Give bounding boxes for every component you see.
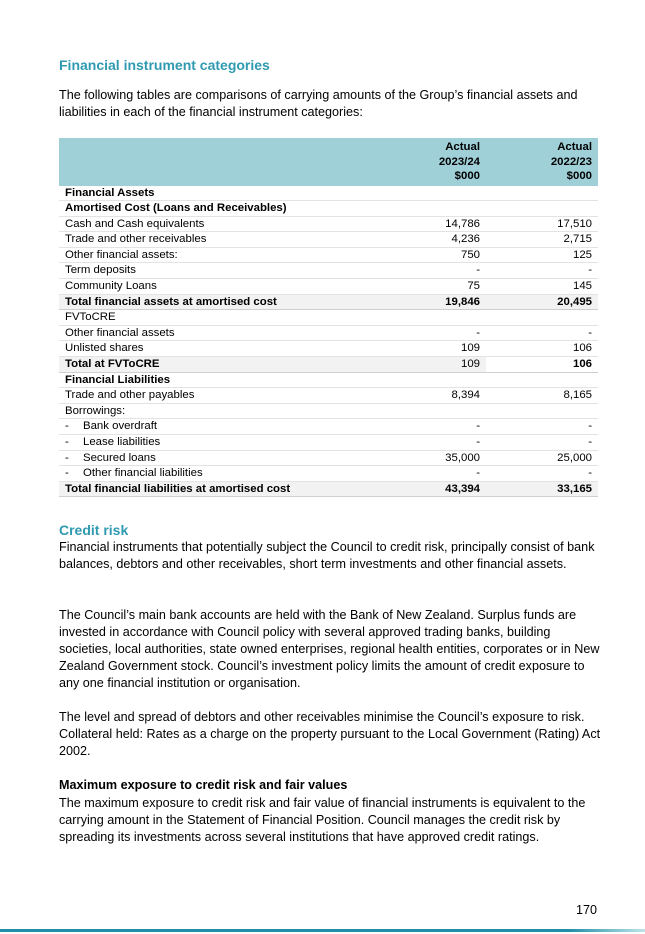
- row-label: [59, 310, 374, 326]
- table-row: [59, 279, 598, 295]
- header-col2-line2: 2022/23: [550, 155, 592, 168]
- row-label: [59, 419, 374, 435]
- row-label-text: FVToCRE: [65, 311, 116, 324]
- heading-credit-risk: Credit risk: [59, 522, 129, 538]
- table-row: [59, 341, 598, 357]
- row-value-2023-24: 75: [374, 279, 486, 295]
- row-label: [59, 435, 374, 451]
- bullet-dash: -: [65, 420, 69, 433]
- row-value-2022-23: [486, 201, 598, 217]
- header-col-current-year: [374, 138, 486, 186]
- maximum-exposure-paragraph: The maximum exposure to credit risk and fair value of financial instruments is equivalent to the carrying amount in the Statement of Financial Position. Council manages the credit risk by spreading its investments across several institutions that have approved credit ratings.: [59, 796, 586, 844]
- row-label: [59, 450, 374, 466]
- table-row: [59, 310, 598, 326]
- intro-paragraph: The following tables are comparisons of carrying amounts of the Group’s financial assets and liabilities in each of the financial instrument categories:: [59, 88, 578, 119]
- row-label-text: Unlisted shares: [65, 342, 144, 355]
- row-label-text: Trade and other payables: [65, 389, 195, 402]
- row-value-2023-24: 14,786: [374, 216, 486, 232]
- credit-risk-paragraph-1: Financial instruments that potentially subject the Council to credit risk, principally consist of bank balances, debtors and other receivables, short term investments and other financial assets.: [59, 540, 595, 571]
- row-label: [59, 279, 374, 295]
- table-row: [59, 403, 598, 419]
- row-value-2022-23: [486, 372, 598, 388]
- row-label: [59, 341, 374, 357]
- row-label-text: Bank overdraft: [83, 420, 158, 433]
- row-label-text: Community Loans: [65, 280, 157, 293]
- row-label-text: Lease liabilities: [83, 436, 161, 448]
- credit-risk-paragraph-2: The Council’s main bank accounts are held with the Bank of New Zealand. Surplus funds are invested in accordance with Council policy with several approved trading banks, building societies, local authorities, state owned enterprises, regional health entities, corporates or in New Zealand Government stock. Council’s investment policy limits the amount of credit exposure to any one financial institution or organisation.: [59, 608, 600, 690]
- row-label-text: Borrowings:: [65, 404, 126, 417]
- table-row: [59, 263, 598, 279]
- row-value-2023-24: 109: [374, 357, 486, 373]
- row-label: [59, 232, 374, 248]
- table-row: [59, 450, 598, 466]
- row-label: [59, 403, 374, 419]
- row-value-2022-23: -: [486, 435, 598, 451]
- table-body: [59, 186, 598, 497]
- table-row: [59, 481, 598, 497]
- row-label-text: Other financial assets:: [65, 248, 178, 261]
- row-label-text: Total financial assets at amortised cost: [65, 295, 277, 308]
- table-row: [59, 247, 598, 263]
- row-label: [59, 372, 374, 388]
- row-label-text: Amortised Cost (Loans and Receivables): [65, 202, 287, 215]
- bullet-dash: -: [65, 467, 69, 480]
- row-label: [59, 247, 374, 263]
- row-value-2023-24: -: [374, 325, 486, 341]
- header-col2-line1: Actual: [557, 141, 592, 153]
- row-value-2023-24: -: [374, 419, 486, 435]
- row-value-2022-23: 145: [486, 279, 598, 295]
- row-value-2022-23: 25,000: [486, 450, 598, 466]
- table-row: [59, 216, 598, 232]
- subheading-maximum-exposure: Maximum exposure to credit risk and fair values: [59, 778, 348, 792]
- row-value-2022-23: 17,510: [486, 216, 598, 232]
- row-value-2023-24: 35,000: [374, 450, 486, 466]
- heading-financial-instrument-categories: Financial instrument categories: [59, 57, 270, 73]
- page-number: 170: [575, 903, 597, 917]
- financial-instruments-table: [59, 138, 598, 497]
- row-value-2022-23: [486, 403, 598, 419]
- table-row: [59, 294, 598, 310]
- row-value-2022-23: -: [486, 466, 598, 482]
- table-row: [59, 419, 598, 435]
- header-col1-line2: 2023/24: [438, 155, 480, 168]
- header-col1-line3: $000: [454, 170, 480, 182]
- row-label: [59, 216, 374, 232]
- row-value-2023-24: 4,236: [374, 232, 486, 248]
- row-label: [59, 388, 374, 404]
- row-label-text: Other financial liabilities: [83, 467, 203, 480]
- row-value-2022-23: 33,165: [486, 481, 598, 497]
- table-row: [59, 232, 598, 248]
- row-value-2022-23: -: [486, 263, 598, 279]
- row-value-2022-23: 20,495: [486, 294, 598, 310]
- row-label: [59, 186, 374, 201]
- row-value-2022-23: 106: [486, 341, 598, 357]
- header-label-cell: [59, 138, 374, 186]
- header-col-prior-year: [486, 138, 598, 186]
- row-label-text: Term deposits: [65, 264, 136, 277]
- row-value-2022-23: 8,165: [486, 388, 598, 404]
- row-value-2022-23: -: [486, 325, 598, 341]
- row-value-2023-24: -: [374, 263, 486, 279]
- row-label: [59, 481, 374, 497]
- row-label: [59, 325, 374, 341]
- row-value-2023-24: [374, 201, 486, 217]
- row-value-2022-23: 2,715: [486, 232, 598, 248]
- row-label: [59, 201, 374, 217]
- row-label: [59, 466, 374, 482]
- row-label-text: Financial Assets: [65, 186, 155, 199]
- row-value-2023-24: 19,846: [374, 294, 486, 310]
- row-value-2023-24: -: [374, 466, 486, 482]
- header-col2-line3: $000: [566, 170, 592, 182]
- row-label-text: Trade and other receivables: [65, 233, 207, 246]
- bullet-dash: -: [65, 436, 69, 448]
- row-value-2022-23: -: [486, 419, 598, 435]
- table-row: [59, 466, 598, 482]
- header-col1-line1: Actual: [445, 141, 480, 153]
- row-value-2023-24: 43,394: [374, 481, 486, 497]
- bullet-dash: -: [65, 451, 69, 464]
- row-label: [59, 263, 374, 279]
- row-value-2023-24: [374, 403, 486, 419]
- row-label-text: Financial Liabilities: [65, 373, 171, 386]
- table-row: [59, 186, 598, 201]
- row-label-text: Other financial assets: [65, 326, 175, 339]
- row-value-2023-24: [374, 372, 486, 388]
- row-label-text: Total at FVToCRE: [65, 358, 160, 371]
- row-label-text: Cash and Cash equivalents: [65, 217, 205, 230]
- table-header-row: [59, 138, 598, 186]
- table-row: [59, 372, 598, 388]
- table-row: [59, 325, 598, 341]
- row-label: [59, 294, 374, 310]
- row-value-2023-24: 8,394: [374, 388, 486, 404]
- row-value-2023-24: 750: [374, 247, 486, 263]
- row-value-2022-23: [486, 186, 598, 201]
- table-row: [59, 357, 598, 373]
- row-value-2023-24: [374, 186, 486, 201]
- table-row: [59, 435, 598, 451]
- row-value-2022-23: 125: [486, 247, 598, 263]
- row-label: [59, 357, 374, 373]
- credit-risk-paragraph-3: The level and spread of debtors and other receivables minimise the Council’s exposure to risk. Collateral held: Rates as a charge on the property pursuant to the Local Government (Rating) Act 2002.: [59, 710, 601, 758]
- row-value-2023-24: [374, 310, 486, 326]
- row-value-2022-23: 106: [486, 357, 598, 373]
- row-value-2023-24: 109: [374, 341, 486, 357]
- table-row: [59, 388, 598, 404]
- table-row: [59, 201, 598, 217]
- row-value-2022-23: [486, 310, 598, 326]
- row-label-text: Secured loans: [83, 451, 156, 464]
- footer-rule: [0, 929, 645, 932]
- row-value-2023-24: -: [374, 435, 486, 451]
- row-label-text: Total financial liabilities at amortised cost: [65, 482, 291, 495]
